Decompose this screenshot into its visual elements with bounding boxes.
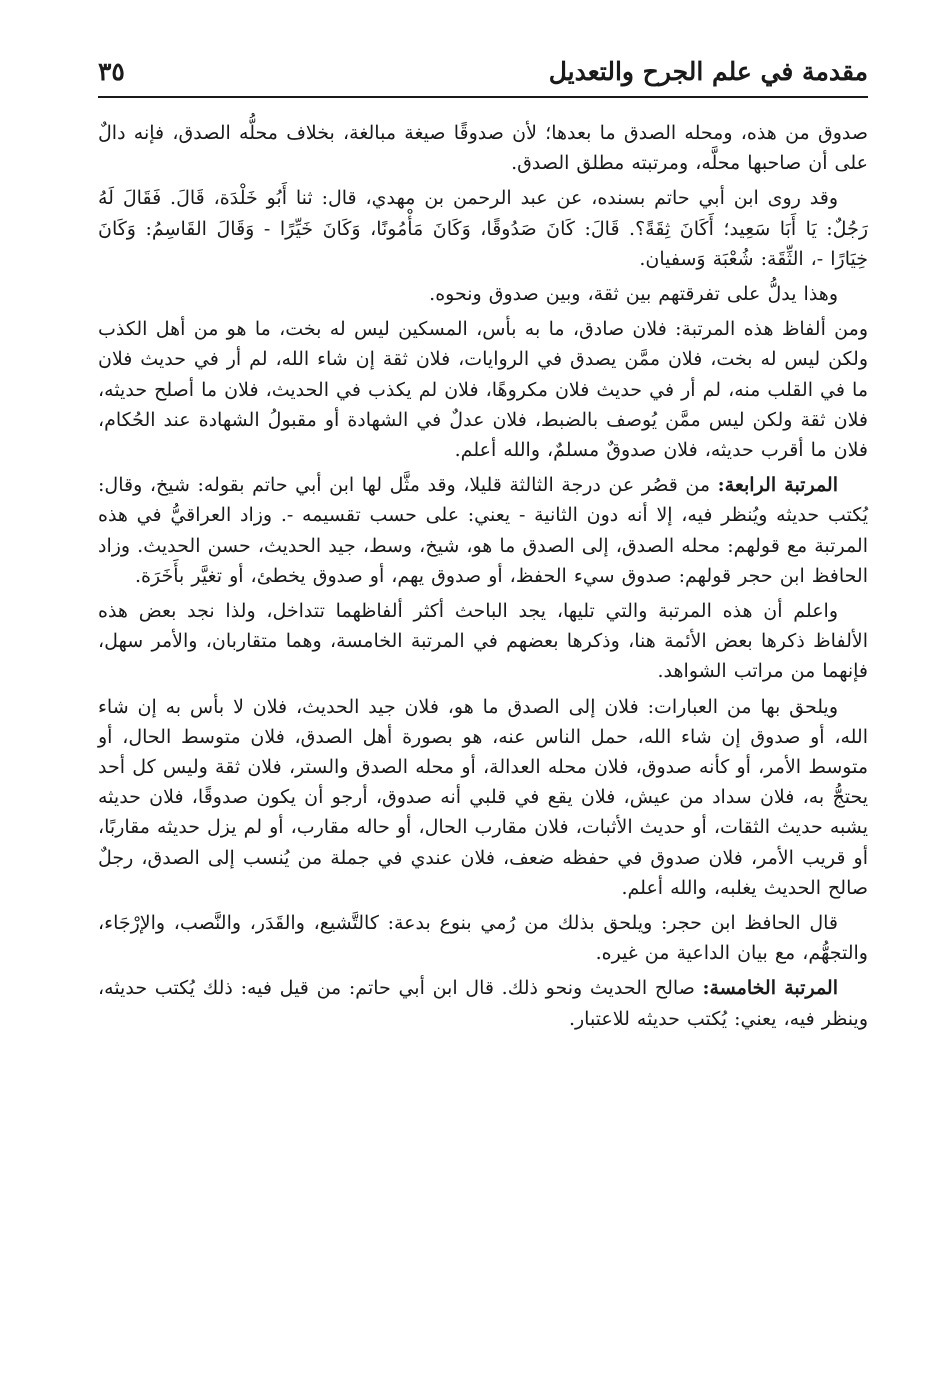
running-head-title: مقدمة في علم الجرح والتعديل [548,57,868,86]
paragraph-6: واعلم أن هذه المرتبة والتي تليها، يجد الباحث أكثر ألفاظهما تتداخل، ولذا نجد بعض هذه الألفاظ ذكرها بعض الأئمة هنا، وذكرها بعضهم في المرتبة الخامسة، وهما متقاربان، والأمر سهل، فإنهما من مراتب الشواهد. [98,600,868,683]
paragraph-1: صدوق من هذه، ومحله الصدق ما بعدها؛ لأن صدوقًا صيغة مبالغة، بخلاف محلُّه الصدق، فإنه دالٌ على أن صاحبها محلَّه، ومرتبته مطلق الصدق. [98,122,868,175]
header-rule [98,96,868,98]
paragraph-9: المرتبة الخامسة: صالح الحديث ونحو ذلك. قال ابن أبي حاتم: من قيل فيه: ذلك يُكتب حديثه، وينظر فيه، يعني: يُكتب حديثه للاعتبار. [98,977,868,1030]
paragraph-2: وقد روى ابن أبي حاتم بسنده، عن عبد الرحمن بن مهدي، قال: ثنا أَبُو خَلْدَة، قَالَ. فَقَالَ لَهُ رَجُلٌ: يَا أَبَا سَعِيد؛ أَكَانَ ثِقَةً؟. قَالَ: كَانَ صَدُوقًا، وَكَانَ مَأْمُونًا، وَكَانَ خَيِّرًا - وَقَالَ القَاسِمُ: وَكَانَ خِيَارًا -، الثِّقَة: شُعْبَة وَسفيان. [98,187,868,270]
paragraph-5: المرتبة الرابعة: من قصُر عن درجة الثالثة قليلا، وقد مثَّل لها ابن أبي حاتم بقوله: شيخ، وقال: يُكتب حديثه ويُنظر فيه، إلا أنه دون الثانية - يعني: على حسب تقسيمه -. وزاد العراقيُّ في هذه المرتبة مع قولهم: محله الصدق، إلى الصدق ما هو، شيخ، وسط، جيد الحديث، حسن الحديث. وزاد الحافظ ابن حجر قولهم: صدوق سيء الحفظ، أو صدوق يهم، أو صدوق يخطئ، أو تغيَّر بأَخَرَة. [98,474,868,587]
paragraph-8: قال الحافظ ابن حجر: ويلحق بذلك من رُمي بنوع بدعة: كالتَّشيع، والقَدَر، والنَّصب، والإرْجَاء، والتجهُّم، مع بيان الداعية من غيره. [98,912,868,965]
paragraph-4: ومن ألفاظ هذه المرتبة: فلان صادق، ما به بأس، المسكين ليس له بخت، ما هو من أهل الكذب ولكن ليس له بخت، فلان ممَّن يصدق في الروايات، فلان ثقة إن شاء الله، لم أر في حديث فلان ما في القلب منه، لم أر في حديث فلان مكروهًا، فلان لم يكذب في الحديث، فلان ما أصلح حديثه، فلان ثقة ولكن ليس ممَّن يُوصف بالضبط، فلان عدلٌ في الشهادة أو مقبولُ الشهادة عند الحُكام، فلان ما أقرب حديثه، فلان صدوقٌ مسلمٌ، والله أعلم. [98,318,868,462]
rank-heading-5: المرتبة الخامسة: [702,977,838,1000]
paragraph-7: ويلحق بها من العبارات: فلان إلى الصدق ما هو، فلان جيد الحديث، فلان لا بأس به إن شاء الله، أو صدوق إن شاء الله، حمل الناس عنه، هو بصورة أهل الصدق، فلان متوسط الحال، أو متوسط الأمر، أو كأنه صدوق، فلان محله العدالة، أو محله الصدق والستر، فلان ثقة وليس كل أحد يحتجُّ به، فلان سداد من عيش، فلان يقع في قلبي أنه صدوق، أرجو أن يكون صدوقًا، فلان حديثه يشبه حديث الثقات، أو حديث الأثبات، فلان مقارب الحال، أو حاله مقارب، أو لم يزل حديثه مقاربًا، أو قريب الأمر، فلان صدوق في حفظه ضعف، فلان عندي في جملة من يُنسب إلى الصدق، رجلٌ صالح الحديث يغلبه، والله أعلم. [98,695,868,899]
running-head [98,52,868,92]
paragraph-3: وهذا يدلُّ على تفرقتهم بين ثقة، وبين صدوق ونحوه. [429,283,838,306]
rank-heading-4: المرتبة الرابعة: [717,474,838,497]
body-text [98,118,868,1039]
page-number: ٣٥ [98,57,125,86]
book-page [98,52,868,1342]
